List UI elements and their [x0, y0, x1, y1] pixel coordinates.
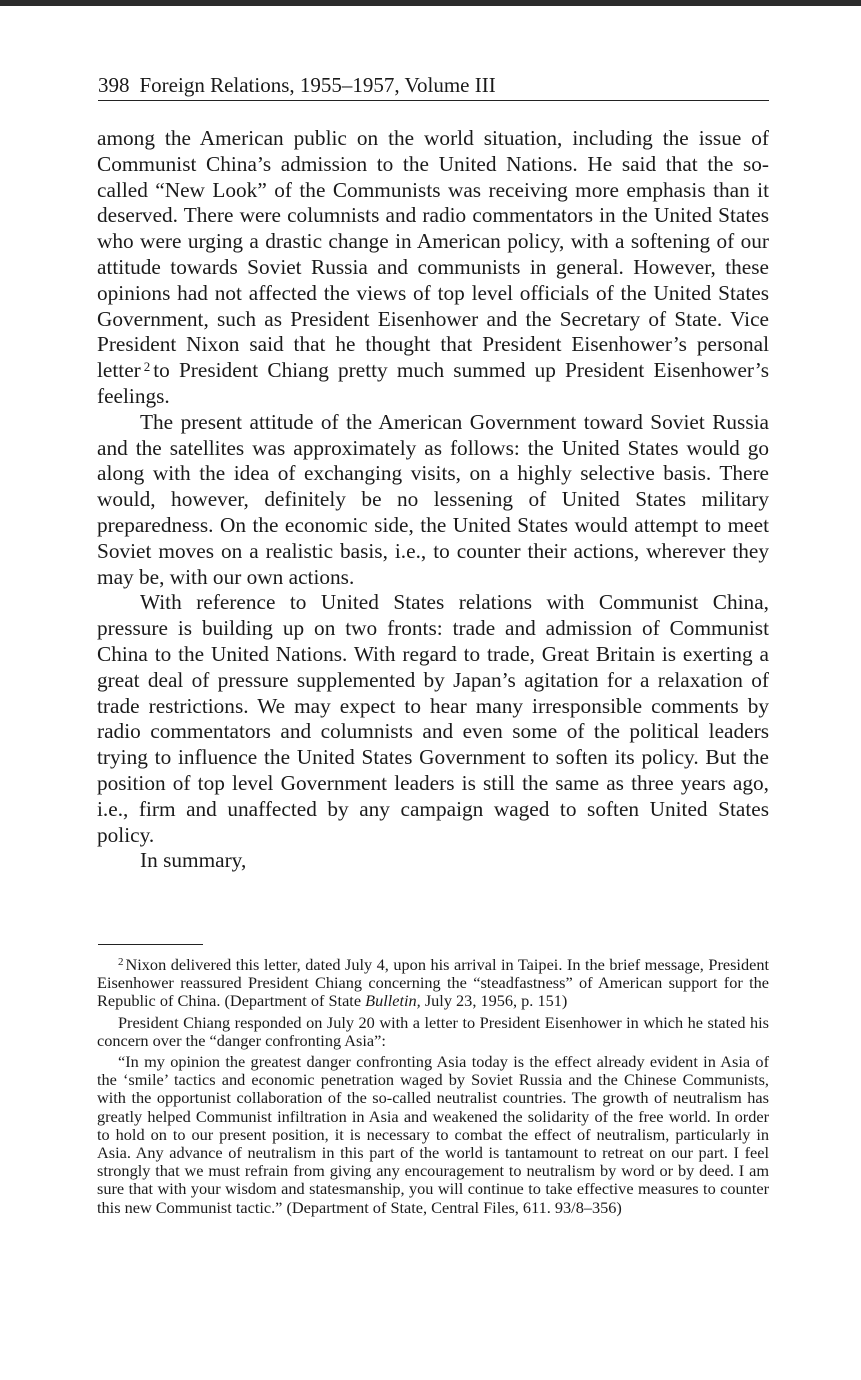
- paragraph-1-text-a: among the American public on the world situation, including the issue of Communist China’s admission to the United Nations. He said that the so-called “New Look” of the Communists was receiving more emphasis than it deserved. There were columnists and radio commentators in the United States who were urging a drastic change in American policy, with a softening of our attitude towards Soviet Russia and communists in general. However, these opinions had not affected the views of top level officials of the United States Government, such as President Eisenhower and the Secretary of State. Vice President Nixon said that he thought that President Eisenhower’s personal letter: [97, 126, 769, 383]
- footnote-text-b: July 23, 1956, p. 151): [424, 991, 568, 1011]
- footnote-reference: 2: [143, 359, 151, 375]
- footnote-number: 2: [118, 956, 124, 968]
- paragraph-1: [97, 126, 769, 410]
- page-top-edge: [0, 0, 861, 6]
- footnote-2-para-2: President Chiang responded on July 20 with a letter to President Eisenhower in which he stated his concern over the “danger confronting Asia”:: [97, 1012, 769, 1050]
- running-header: [98, 70, 769, 101]
- footnote-divider: [98, 944, 203, 945]
- footnote-2-para-1: [97, 956, 769, 1011]
- paragraph-3: With reference to United States relations with Communist China, pressure is building up on two fronts: trade and admission of Communist China to the United Nations. With regard to trade, Great Britain is exerting a great deal of pressure supplemented by Japan’s agitation for a relaxation of trade restrictions. We may expect to hear many irresponsible comments by radio commentators and columnists and even some of the political leaders trying to influence the United States Government to soften its policy. But the position of top level Government leaders is still the same as three years ago, i.e., firm and unaffected by any campaign waged to soften United States policy.: [97, 590, 769, 847]
- main-text: [97, 126, 769, 874]
- footnote-bulletin-title: Bulletin,: [365, 991, 421, 1011]
- footnote-2-quote: “In my opinion the greatest danger confronting Asia today is the effect already evident in Asia of the ‘smile’ tactics and economic penetration waged by Soviet Russia and the Chinese Communists, with the opportunist collaboration of the so-called neutralist countries. The growth of neutralism has greatly helped Communist infiltration in Asia and weakened the solidarity of the free world. In order to hold on to our present position, it is necessary to combat the effect of neutralism, particularly in Asia. Any advance of neutralism in this part of the world is tantamount to retreat on our part. I feel strongly that we must refrain from giving any encouragement to neutralism by word or by deed. I am sure that with your wisdom and statesmanship, you will continue to take effective measures to counter this new Communist tactic.” (Department of State, Central Files, 611. 93/8–356): [97, 1052, 769, 1217]
- footnotes: [97, 956, 769, 1217]
- paragraph-1-text-b: to President Chiang pretty much summed up President Eisenhower’s feelings.: [97, 358, 769, 408]
- paragraph-4: In summary,: [140, 848, 247, 873]
- running-title: Foreign Relations, 1955–1957, Volume III: [139, 73, 496, 97]
- paragraph-2: The present attitude of the American Government toward Soviet Russia and the satellites was approximately as follows: the United States would go along with the idea of exchanging visits, on a highly selective basis. There would, however, definitely be no lessening of United States military preparedness. On the economic side, the United States would attempt to meet Soviet moves on a realistic basis, i.e., to counter their actions, wherever they may be, with our own actions.: [97, 409, 769, 589]
- page-number: 398: [98, 73, 130, 97]
- footnote-text-a: Nixon delivered this letter, dated July 4, upon his arrival in Taipei. In the brief message, President Eisenhower reassured President Chiang concerning the “steadfastness” of American support for the Republic of China. (Department of State: [97, 955, 769, 1011]
